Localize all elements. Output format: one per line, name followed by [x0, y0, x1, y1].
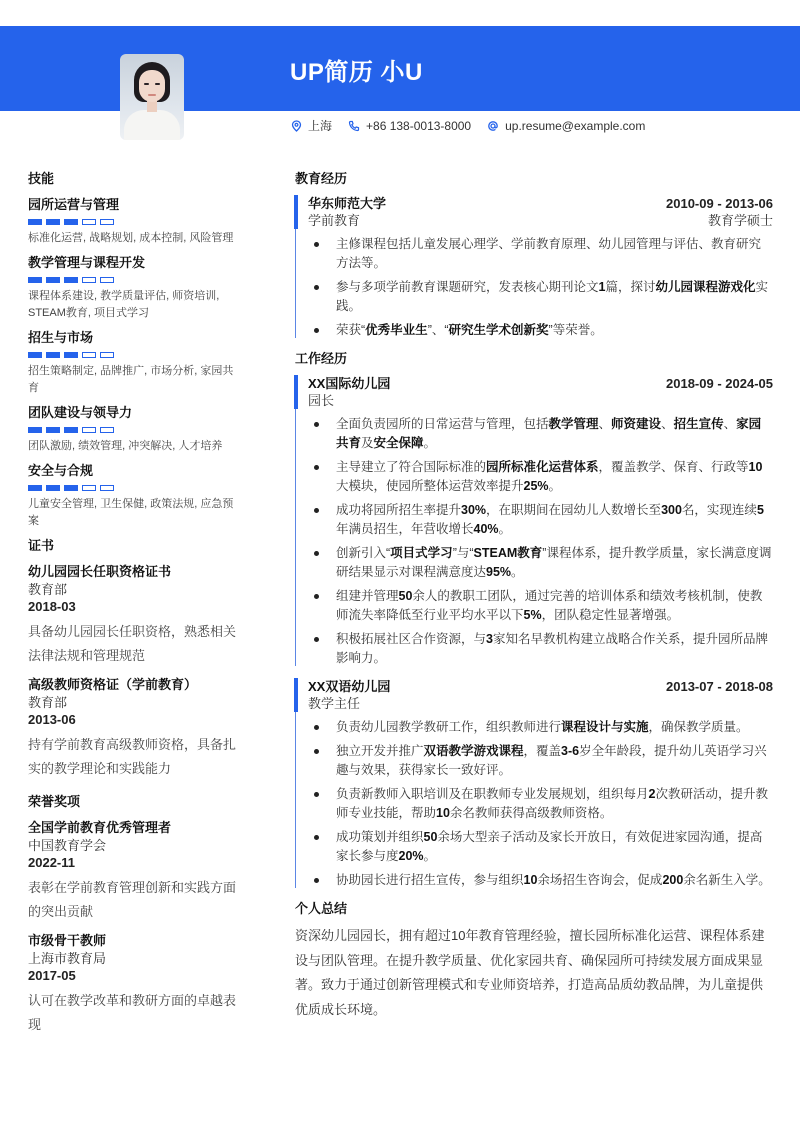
bullet-text: 实践。 — [336, 280, 769, 313]
email-text[interactable]: up.resume@example.com — [505, 118, 646, 133]
highlight-text: 安全保障 — [373, 436, 424, 450]
highlight-text: 50 — [423, 830, 438, 844]
highlight-text: 40% — [473, 522, 499, 536]
bullet-text: 余人的教职工团队，通过完善的培训体系和绩效考核机制，使教师流失率降低至行业平均水平以下 — [336, 589, 763, 622]
skill-bar-empty — [82, 427, 96, 433]
certificate-item — [28, 676, 243, 781]
skill-bar-empty — [82, 277, 96, 283]
location-text: 上海 — [308, 119, 333, 133]
bullet-text: 组建并管理 — [336, 589, 399, 603]
bullet-text: 、 — [598, 417, 612, 431]
bullet-text: 及 — [361, 436, 374, 450]
bullet-list — [308, 235, 773, 340]
skill-name: 招生与市场 — [28, 330, 94, 345]
certificate-item — [28, 563, 243, 668]
skill-bar-filled — [46, 485, 60, 491]
honor-description: 认可在教学改革和教研方面的卓越表现 — [28, 993, 237, 1032]
entry-subheader — [308, 212, 773, 229]
bullet-text: 成功将园所招生率提升 — [336, 503, 462, 517]
contact-row — [290, 117, 661, 134]
skill-bar-filled — [28, 277, 42, 283]
bullet-text: 创新引入“ — [336, 546, 391, 560]
bullet-text: 家知名早教机构建立战略合作关系，提升园所品牌影响力。 — [336, 632, 768, 665]
highlight-text: 25% — [523, 479, 549, 493]
bullet-text: ”、“ — [427, 323, 449, 337]
honor-date: 2022-11 — [28, 855, 75, 870]
honors-section — [28, 793, 243, 1037]
highlight-text: 50 — [398, 589, 413, 603]
contact-phone — [348, 119, 471, 133]
section-title-summary: 个人总结 — [295, 901, 348, 916]
summary-text: 资深幼儿园园长，拥有超过10年教育管理经验，擅长园所标准化运营、课程体系建设与团队管理。在提升教学质量、优化家园共育、确保园所可持续发展方面成果显著。致力于通过创新管理模式和专业师资培养，打造高品质幼教品牌，为儿童提供优质成长环境。 — [295, 928, 765, 1017]
section-title-skills: 技能 — [28, 171, 55, 186]
highlight-text: 双语教学游戏课程 — [423, 744, 524, 758]
skill-item — [28, 462, 243, 530]
bullet-text: 。 — [498, 522, 512, 536]
skill-level-bars — [28, 427, 243, 433]
skill-name: 团队建设与领导力 — [28, 405, 133, 420]
date-range: 2013-07 - 2018-08 — [666, 679, 773, 694]
certificates-section — [28, 537, 243, 781]
major: 学前教育 — [308, 213, 361, 228]
skill-bar-filled — [64, 352, 78, 358]
highlight-text: 教学管理 — [548, 417, 599, 431]
bullet-item — [308, 415, 773, 453]
phone-text[interactable]: +86 138-0013-8000 — [366, 118, 472, 133]
bullet-text: 余名新生入学。 — [683, 873, 771, 887]
highlight-text: 家园共育 — [336, 417, 762, 450]
location-pin-icon — [290, 120, 302, 132]
education-section — [295, 170, 773, 340]
skill-bar-filled — [46, 427, 60, 433]
section-title-honors: 荣誉奖项 — [28, 794, 81, 809]
job-title: 园长 — [308, 393, 335, 408]
skill-keywords: 课程体系建设, 教学质量评估, 师资培训, STEAM教育, 项目式学习 — [28, 290, 220, 319]
skill-bar-empty — [100, 277, 114, 283]
avatar-body — [124, 110, 180, 140]
bullet-text: ，在职期间在园幼儿人数增长至 — [486, 503, 662, 517]
skill-level-bars — [28, 352, 243, 358]
highlight-text: 20% — [398, 849, 424, 863]
honor-description: 表彰在学前教育管理创新和实践方面的突出贡献 — [28, 880, 237, 919]
highlight-text: 研究生学术创新奖 — [448, 323, 549, 337]
work-section — [295, 350, 773, 890]
skill-bar-filled — [64, 485, 78, 491]
degree: 教育学硕士 — [707, 213, 773, 228]
highlight-text: 园所标准化运营体系 — [486, 460, 599, 474]
company-name: XX国际幼儿园 — [308, 376, 391, 391]
job-title: 教学主任 — [308, 696, 361, 711]
bullet-text: 、 — [661, 417, 674, 431]
skill-item — [28, 404, 243, 455]
highlight-text: 1 — [598, 280, 606, 294]
skill-keywords: 儿童安全管理, 卫生保健, 政策法规, 应急预案 — [28, 498, 234, 527]
skill-bar-filled — [28, 352, 42, 358]
highlight-text: 10 — [436, 806, 450, 820]
contact-location — [290, 117, 332, 134]
certificate-issuer: 教育部 — [28, 695, 68, 710]
bullet-item — [308, 742, 773, 780]
bullet-text: 积极拓展社区合作资源，与 — [336, 632, 487, 646]
highlight-text: 10 — [523, 873, 538, 887]
highlight-text: STEAM教育 — [473, 546, 543, 560]
honors-list — [28, 819, 243, 1037]
bullet-text: 主修课程包括儿童发展心理学、学前教育原理、幼儿园管理与评估、教育研究方法等。 — [336, 237, 762, 270]
skill-item — [28, 196, 243, 247]
skill-bar-empty — [100, 427, 114, 433]
bullet-text: ，覆盖教学、保育、行政等 — [598, 460, 749, 474]
bullet-item — [308, 828, 773, 866]
right-column — [295, 170, 773, 1022]
avatar-face — [139, 70, 165, 102]
candidate-name: UP简历 小U — [290, 59, 423, 86]
entry-subheader — [308, 695, 773, 712]
certificate-name: 幼儿园园长任职资格证书 — [28, 564, 172, 579]
skill-name: 园所运营与管理 — [28, 197, 120, 212]
date-range: 2018-09 - 2024-05 — [666, 376, 773, 391]
skill-bar-filled — [28, 427, 42, 433]
certificate-name: 高级教师资格证（学前教育） — [28, 677, 198, 692]
highlight-text: 2 — [648, 787, 656, 801]
bullet-list — [308, 415, 773, 668]
skill-bar-empty — [100, 219, 114, 225]
avatar-eye — [144, 83, 149, 85]
bullet-text: 。 — [511, 565, 524, 579]
bullet-text: 。 — [423, 436, 437, 450]
highlight-text: 优秀毕业生 — [365, 323, 428, 337]
contact-email — [487, 119, 645, 133]
skill-keywords: 招生策略制定, 品牌推广, 市场分析, 家园共育 — [28, 365, 234, 394]
bullet-text: 成功策划并组织 — [336, 830, 424, 844]
section-title-education: 教育经历 — [295, 171, 348, 186]
skill-bar-filled — [64, 427, 78, 433]
entry-subheader — [308, 392, 773, 409]
date-range: 2010-09 - 2013-06 — [666, 196, 773, 211]
skills-section — [28, 170, 243, 530]
section-title-work: 工作经历 — [295, 351, 348, 366]
company-name: XX双语幼儿园 — [308, 679, 391, 694]
highlight-text: 300 — [661, 503, 682, 517]
bullet-item — [308, 458, 773, 496]
highlight-text: 5% — [523, 608, 542, 622]
bullet-text: ”课程体系，提升教学质量，家长满意度调研结果显示对课程满意度达 — [336, 546, 772, 579]
bullet-text: ”等荣誉。 — [548, 323, 603, 337]
skill-bar-filled — [46, 352, 60, 358]
skill-level-bars — [28, 219, 243, 225]
section-title-certificates: 证书 — [28, 538, 55, 553]
work-entry — [295, 375, 773, 668]
skill-bar-filled — [64, 219, 78, 225]
certificates-list — [28, 563, 243, 781]
bullet-text: 参与多项学前教育课题研究，发表核心期刊论文 — [336, 280, 599, 294]
bullet-text: 协助园长进行招生宣传，参与组织 — [336, 873, 524, 887]
work-entry — [295, 678, 773, 890]
bullet-item — [308, 235, 773, 273]
skill-bar-filled — [64, 277, 78, 283]
bullet-text: ”与“ — [452, 546, 474, 560]
certificate-description: 具备幼儿园园长任职资格，熟悉相关法律法规和管理规范 — [28, 624, 237, 663]
skill-name: 教学管理与课程开发 — [28, 255, 146, 270]
bullet-text: 篇，探讨 — [605, 280, 656, 294]
education-list — [295, 195, 773, 340]
entry-header — [308, 195, 773, 212]
skill-level-bars — [28, 485, 243, 491]
bullet-item — [308, 871, 773, 890]
bullet-item — [308, 587, 773, 625]
skill-bar-empty — [82, 485, 96, 491]
bullet-text: ，团队稳定性显著增强。 — [541, 608, 680, 622]
highlight-text: 95% — [486, 565, 512, 579]
bullet-text: 。 — [548, 479, 562, 493]
certificate-issuer: 教育部 — [28, 582, 68, 597]
skill-bar-empty — [100, 485, 114, 491]
at-sign-icon — [487, 120, 499, 132]
skill-bar-empty — [82, 352, 96, 358]
highlight-text: 200 — [662, 873, 684, 887]
phone-icon — [348, 120, 360, 132]
skill-bar-filled — [46, 277, 60, 283]
bullet-text: 余场招生咨询会，促成 — [537, 873, 663, 887]
entry-header — [308, 375, 773, 392]
highlight-text: 招生宣传 — [673, 417, 724, 431]
bullet-text: ，覆盖 — [523, 744, 562, 758]
certificate-date: 2018-03 — [28, 599, 76, 614]
honor-issuer: 中国教育学会 — [28, 838, 107, 853]
skill-keywords: 团队激励, 绩效管理, 冲突解决, 人才培养 — [28, 440, 223, 452]
bullet-text: 主导建立了符合国际标准的 — [336, 460, 487, 474]
bullet-list — [308, 718, 773, 890]
skill-bar-filled — [28, 485, 42, 491]
skill-item — [28, 329, 243, 397]
avatar-mouth — [148, 94, 156, 96]
bullet-text: 负责幼儿园教学教研工作，组织教师进行 — [336, 720, 562, 734]
bullet-text: 全面负责园所的日常运营与管理，包括 — [336, 417, 549, 431]
skill-level-bars — [28, 277, 243, 283]
certificate-date: 2013-06 — [28, 712, 76, 727]
bullet-item — [308, 278, 773, 316]
bullet-text: 独立开发并推广 — [336, 744, 424, 758]
avatar-photo — [120, 54, 184, 140]
bullet-text: 岁全年龄段，提升幼儿英语学习兴趣与效果，获得家长一致好评。 — [336, 744, 767, 777]
bullet-item — [308, 501, 773, 539]
skills-list — [28, 196, 243, 530]
bullet-text: 次教研活动，提升教师专业技能，帮助 — [336, 787, 768, 820]
skill-keywords: 标准化运营, 战略规划, 成本控制, 风险管理 — [28, 232, 234, 244]
bullet-item — [308, 544, 773, 582]
bullet-text: 大模块，使园所整体运营效率提升 — [336, 479, 524, 493]
highlight-text: 师资建设 — [611, 417, 662, 431]
bullet-text: 余名教师获得高级教师资格。 — [449, 806, 613, 820]
entry-header — [308, 678, 773, 695]
skill-bar-empty — [100, 352, 114, 358]
bullet-text: 、 — [723, 417, 737, 431]
bullet-text: 名，实现连续 — [681, 503, 757, 517]
bullet-text: 年满员招生，年营收增长 — [336, 522, 474, 536]
highlight-text: 5 — [756, 503, 764, 517]
bullet-item — [308, 630, 773, 668]
highlight-text: 幼儿园课程游戏化 — [655, 280, 756, 294]
bullet-text: 余场大型亲子活动及家长开放日，有效促进家园沟通，提高家长参与度 — [336, 830, 763, 863]
avatar-eye — [155, 83, 160, 85]
skill-bar-filled — [28, 219, 42, 225]
highlight-text: 项目式学习 — [390, 546, 453, 560]
skill-item — [28, 254, 243, 322]
highlight-text: 课程设计与实施 — [561, 720, 649, 734]
bullet-text: 。 — [423, 849, 437, 863]
bullet-item — [308, 718, 773, 737]
skill-bar-filled — [46, 219, 60, 225]
bullet-item — [308, 321, 773, 340]
work-list — [295, 375, 773, 890]
bullet-text: 荣获“ — [336, 323, 366, 337]
honor-item — [28, 932, 243, 1037]
honor-date: 2017-05 — [28, 968, 76, 983]
skill-bar-empty — [82, 219, 96, 225]
highlight-text: 3 — [486, 632, 493, 646]
highlight-text: 30% — [461, 503, 487, 517]
bullet-text: ，确保教学质量。 — [648, 720, 749, 734]
honor-item — [28, 819, 243, 924]
honor-name: 市级骨干教师 — [28, 933, 107, 948]
bullet-item — [308, 785, 773, 823]
bullet-text: 负责新教师入职培训及在职教师专业发展规划，组织每月 — [336, 787, 649, 801]
certificate-description: 持有学前教育高级教师资格，具备扎实的教学理论和实践能力 — [28, 737, 237, 776]
highlight-text: 10 — [748, 460, 763, 474]
summary-section — [295, 900, 773, 1022]
honor-name: 全国学前教育优秀管理者 — [28, 820, 172, 835]
highlight-text: 3-6 — [561, 744, 580, 758]
left-column — [28, 170, 243, 1045]
school-name: 华东师范大学 — [308, 196, 387, 211]
education-entry — [295, 195, 773, 340]
honor-issuer: 上海市教育局 — [28, 951, 107, 966]
skill-name: 安全与合规 — [28, 463, 94, 478]
